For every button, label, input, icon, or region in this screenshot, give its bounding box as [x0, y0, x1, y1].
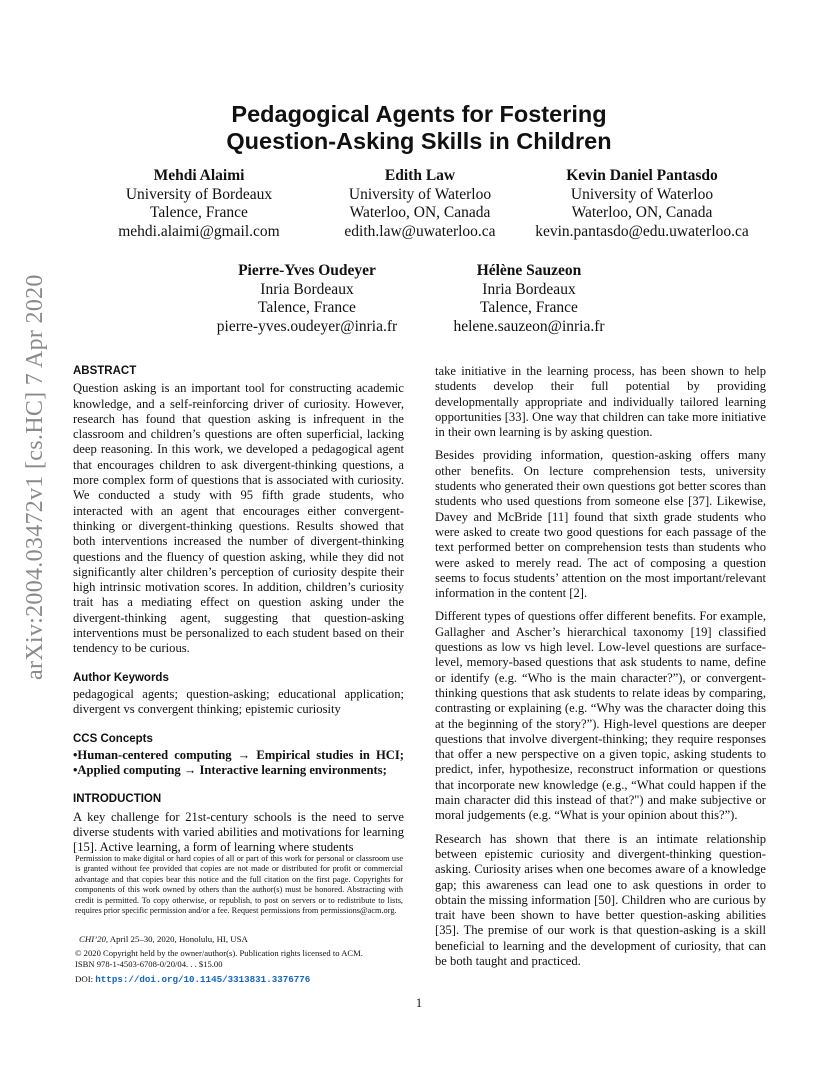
author-name: Kevin Daniel Pantasdo [566, 167, 718, 184]
arxiv-identifier-stamp: arXiv:2004.03472v1 [cs.HC] 7 Apr 2020 [22, 274, 48, 680]
right-column [435, 364, 766, 977]
author-affiliation: University of Bordeaux [125, 185, 273, 203]
author-affiliation: Inria Bordeaux [260, 280, 354, 298]
author-location: Talence, France [258, 299, 356, 316]
author-affiliation: University of Waterloo [570, 185, 714, 203]
doi-label: DOI: [75, 974, 96, 984]
body-paragraph: Different types of questions offer different benefits. For example, Gallagher and Ascher’s hierarchical taxonomy [19] classified questions as low vs high level. Low-level questions are surface-level, memory-based questions that ask students to name, define or identify (e.g. “Who is the main character?”), or convergent-thinking questions that ask students to relate ideas by comparing, contrasting or explaining (e.g. “Why was the character doing this at the beginning of the story?”). High-level questions are deeper questions that involve divergent-thinking; they require responses that offer a new perspective on a given topic, asking students to predict, infer, hypothesize, reconstruct information or questions that incorporate new knowledge (e.g., “What could happen if the main character did this instead of that?") and make subjective or moral judgements (e.g. “What is your opinion about this?”). [435, 609, 766, 823]
author-name: Hélène Sauzeon [476, 262, 582, 279]
ccs-text: •Human-centered computing → Empirical studies in HCI; •Applied computing → Interactive learning environments; [73, 747, 404, 778]
author-email: helene.sauzeon@inria.fr [453, 317, 605, 335]
left-column [73, 364, 404, 864]
conference-line [79, 934, 248, 944]
author-location: Talence, France [150, 204, 248, 221]
ccs-heading: CCS Concepts [73, 732, 153, 745]
paper-title [0, 101, 828, 155]
conference-detail: April 25–30, 2020, Honolulu, HI, USA [108, 934, 248, 944]
copyright-permission-notice: Permission to make digital or hard copies of all or part of this work for personal or classroom use is granted without fee provided that copies are not made or distributed for profit or commercial advantage and that copies bear this notice and the full citation on the first page. Copyrights for components of this work owned by others than the author(s) must be honored. Abstracting with credit is permitted. To copy otherwise, or republish, to post on servers or to redistribute to lists, requires prior specific permission and/or a fee. Request permissions from permissions@acm.org. [75, 854, 403, 916]
author-block [99, 167, 299, 241]
author-affiliation: Inria Bordeaux [482, 280, 576, 298]
title-line-1: Pedagogical Agents for Fostering [231, 101, 607, 127]
abstract-text: Question asking is an important tool for constructing academic knowledge, and a self-reinforcing driver of curiosity. However, research has found that question asking is infrequent in the classroom and children’s questions are often superficial, lacking deep reasoning. In this work, we developed a pedagogical agent that encourages children to ask divergent-thinking questions, a more complex form of questions that is associated with curiosity. We conducted a study with 95 fifth grade students, who interacted with an agent that encourages either convergent-thinking or divergent-thinking questions. Results showed that both interventions increased the number of divergent-thinking questions and the fluency of question asking, while they did not significantly alter children’s perception of curiosity despite their high intrinsic motivation scores. In addition, children’s curiosity trait has a mediating effect on question asking under the divergent-thinking agent, suggesting that question-asking interventions must be personalized to each student based on their tendency to be curious. [73, 381, 404, 656]
conference-name: CHI’20, [79, 934, 109, 944]
author-block [429, 262, 629, 336]
author-block [527, 167, 757, 241]
body-paragraph: Research has shown that there is an intimate relationship between epistemic curiosity and divergent-thinking question-asking. Curiosity arises when one becomes aware of a knowledge gap; this awareness can lead one to ask questions in order to obtain the missing information [50]. Children who are curious by trait have been shown to have better question-asking abilities [35]. The premise of our work is that question-asking is a skill beneficial to learning and the development of curiosity, that can be both taught and practiced. [435, 831, 766, 968]
author-name: Mehdi Alaimi [153, 167, 245, 184]
author-name: Edith Law [384, 167, 456, 184]
title-line-2: Question-Asking Skills in Children [226, 128, 612, 154]
keywords-text: pedagogical agents; question-asking; educational application; divergent vs convergent thinking; epistemic curiosity [73, 686, 404, 717]
keywords-heading: Author Keywords [73, 671, 169, 684]
author-name: Pierre-Yves Oudeyer [238, 262, 376, 279]
author-affiliation: University of Waterloo [348, 185, 492, 203]
author-location: Talence, France [480, 299, 578, 316]
abstract-heading: ABSTRACT [73, 365, 137, 377]
author-block [320, 167, 520, 241]
author-email: pierre-yves.oudeyer@inria.fr [216, 317, 398, 335]
author-email: kevin.pantasdo@edu.uwaterloo.ca [535, 222, 749, 240]
doi-line [75, 974, 310, 985]
author-email: edith.law@uwaterloo.ca [344, 222, 496, 240]
rights-notice [75, 948, 407, 969]
doi-link[interactable]: https://doi.org/10.1145/3313831.3376776 [95, 974, 311, 985]
introduction-heading: INTRODUCTION [73, 793, 162, 806]
introduction-text: A key challenge for 21st-century schools is the need to serve diverse students with varied abilities and motivations for learning [15]. Active learning, a form of learning where students [73, 809, 404, 855]
rights-statement: © 2020 Copyright held by the owner/author(s). Publication rights licensed to ACM. [75, 948, 363, 958]
body-paragraph: take initiative in the learning process, has been shown to help students develop their full potential by providing developmentally appropriate and individually tailored learning opportunities [33]. One way that children can take more initiative in their own learning is by asking question. [435, 364, 766, 440]
author-email: mehdi.alaimi@gmail.com [118, 222, 280, 240]
author-location: Waterloo, ON, Canada [571, 204, 713, 221]
page-number: 1 [415, 996, 423, 1010]
isbn-line: ISBN 978-1-4503-6708-0/20/04. . . $15.00 [75, 958, 223, 969]
author-block [207, 262, 407, 336]
body-paragraph: Besides providing information, question-asking offers many other benefits. On lecture comprehension tests, university students who generated their own questions got better scores than students who used questions from someone else [37]. Likewise, Davey and McBride [11] found that sixth grade students who were asked to create two good questions for each passage of the text performed better on comprehension tests than students who were asked to merely read. The act of composing a question seems to focus students’ attention on the most important/relevant information in the content [2]. [435, 448, 766, 601]
author-location: Waterloo, ON, Canada [349, 204, 491, 221]
